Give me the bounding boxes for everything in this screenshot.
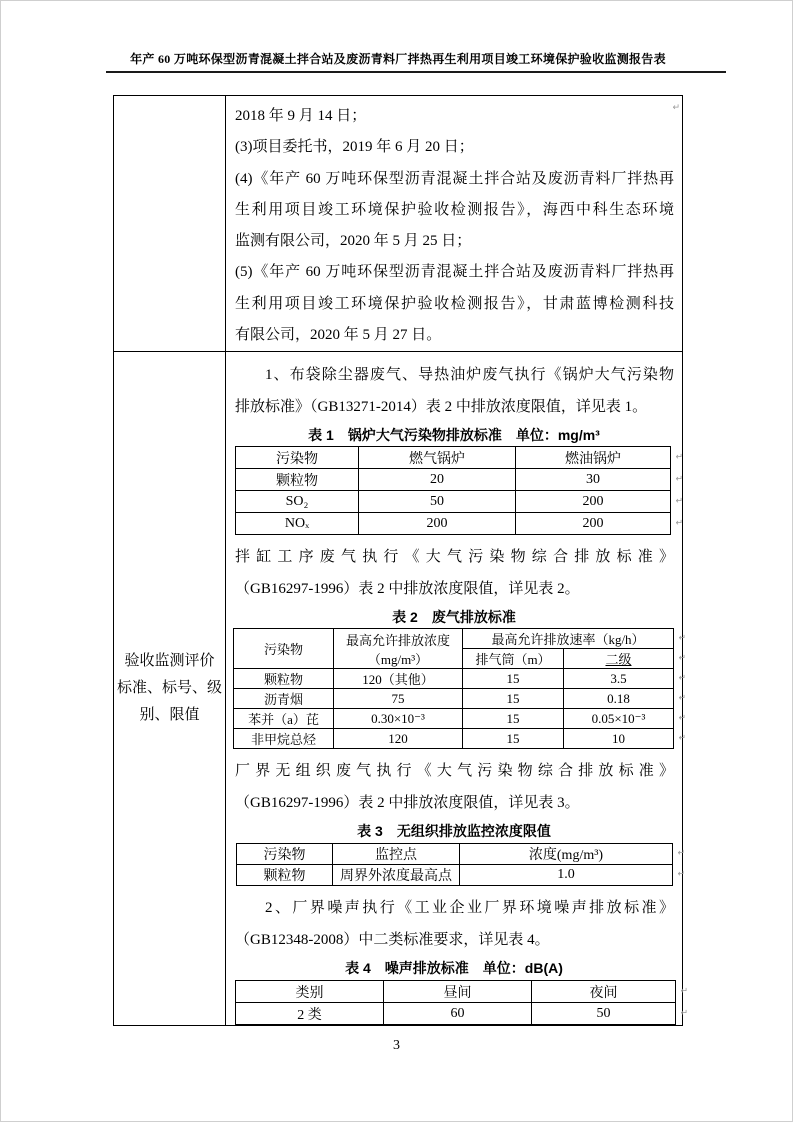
standards-paragraph-2 xyxy=(235,541,674,605)
table3-caption: 表 3 无组织排放监控浓度限值 xyxy=(357,823,551,839)
table-header-cell: 污染物 xyxy=(237,844,333,865)
cell-value: 浓度(mg/m³) xyxy=(528,848,604,863)
cell-value: 最高允许排放速率（kg/h） xyxy=(491,632,645,647)
table-cell: 15 xyxy=(463,689,564,709)
cell-value: 燃油锅炉 xyxy=(565,451,621,467)
table4-caption: 表 4 噪声排放标准 单位：dB(A) xyxy=(345,960,563,976)
table-cell: 周界外浓度最高点 xyxy=(333,865,460,886)
table-row xyxy=(234,669,674,689)
table-cell xyxy=(532,1003,688,1025)
row1-content-cell xyxy=(226,96,682,352)
table1 xyxy=(235,446,683,535)
paragraph-line: 排放标准》（GB13271-2014）表 2 中排放浓度限值，详见表 1。 xyxy=(235,399,648,415)
cell-value: 夜间 xyxy=(589,985,618,1001)
main-table xyxy=(113,95,688,1026)
table-cell: SO₂ xyxy=(236,491,359,513)
end-of-cell-mark-icon: ↵ xyxy=(675,474,683,484)
end-of-cell-mark-icon: ↵ xyxy=(677,848,685,859)
table-cell: 75 xyxy=(334,689,463,709)
cell-value: 30 xyxy=(586,471,600,487)
table-header-cell: 昼间 xyxy=(384,981,532,1003)
table-header-cell xyxy=(463,629,686,649)
reference-line: 监测有限公司，2020 年 5 月 25 日； xyxy=(235,233,472,250)
table1-caption: 表 1 锅炉大气污染物排放标准 单位：mg/m³ xyxy=(308,427,600,443)
table-cell: 2 类 xyxy=(236,1003,384,1025)
standards-paragraph-1 xyxy=(235,359,674,423)
table-row xyxy=(234,629,674,649)
table-cell: 200 xyxy=(359,513,516,535)
end-of-cell-mark-icon: ↵ xyxy=(678,713,686,723)
row1-label-cell xyxy=(114,96,226,352)
table-header-cell: 污染物 xyxy=(234,629,334,669)
table-row xyxy=(236,981,676,1003)
table-cell xyxy=(564,689,686,709)
cell-value: 3.5 xyxy=(610,670,627,686)
table-cell: 颗粒物 xyxy=(236,469,359,491)
table-header-cell xyxy=(564,649,686,669)
table2-caption: 表 2 废气排放标准 xyxy=(392,609,516,625)
cell-value: 10 xyxy=(612,730,625,746)
table-row xyxy=(236,447,671,469)
table-row xyxy=(236,1003,676,1025)
table-row xyxy=(234,729,674,749)
table-header-cell xyxy=(516,447,683,469)
cell-value: 0.05×10⁻³ xyxy=(591,710,646,726)
table-cell: 120（其他） xyxy=(334,669,463,689)
end-of-cell-mark-icon: ↵ xyxy=(680,1008,688,1018)
paragraph-line: （GB16297-1996）表 2 中排放浓度限值，详见表 2。 xyxy=(235,581,580,597)
end-of-cell-mark-icon: ↵ xyxy=(675,452,683,462)
cell-value: 200 xyxy=(582,515,604,531)
page-header-title: 年产 60 万吨环保型沥青混凝土拌合站及废沥青料厂拌热再生利用项目竣工环境保护验收监测报告表 xyxy=(130,52,666,66)
cell-value: 0.18 xyxy=(607,690,630,706)
cell-value: 50 xyxy=(596,1005,611,1021)
table3 xyxy=(236,843,685,886)
table-header-cell xyxy=(334,629,463,669)
paragraph-line: 厂界无组织废气执行《大气污染物综合排放标准》 xyxy=(235,763,674,779)
table-header-cell: 燃气锅炉 xyxy=(359,447,516,469)
table-cell: 苯并（a）芘 xyxy=(234,709,334,729)
table-cell: 50 xyxy=(359,491,516,513)
table-row xyxy=(236,513,671,535)
table-cell xyxy=(516,513,683,535)
paragraph-line: 拌缸工序废气执行《大气污染物综合排放标准》 xyxy=(235,549,674,565)
end-of-cell-mark-icon: ↵ xyxy=(675,518,683,528)
table-cell: 0.30×10⁻³ xyxy=(334,709,463,729)
paragraph-line: （GB16297-1996）表 2 中排放浓度限值，详见表 3。 xyxy=(235,795,580,811)
page-number: 3 xyxy=(393,1038,400,1053)
cell-value: 1.0 xyxy=(557,867,575,882)
table-cell: 120 xyxy=(334,729,463,749)
table-cell: 20 xyxy=(359,469,516,491)
table-header-cell: 排气筒（m） xyxy=(463,649,564,669)
table2 xyxy=(233,628,686,749)
table-cell xyxy=(564,669,686,689)
reference-line: 生利用项目竣工环境保护验收检测报告》，海西中科生态环境 xyxy=(235,201,674,218)
cell-value: 200 xyxy=(582,493,604,509)
end-of-cell-mark-icon: ↵ xyxy=(678,633,686,643)
table-cell: 沥青烟 xyxy=(234,689,334,709)
table-cell: NOₓ xyxy=(236,513,359,535)
paragraph-line: 1、布袋除尘器废气、导热油炉废气执行《锅炉大气污染物 xyxy=(265,367,674,383)
row2-label-cell xyxy=(114,352,226,1025)
cell-value: 二级 xyxy=(605,652,632,667)
end-of-cell-mark-icon: ↵ xyxy=(677,869,685,880)
end-of-cell-mark-icon: ↵ xyxy=(675,496,683,506)
table-cell: 15 xyxy=(463,709,564,729)
table-header-cell: 类别 xyxy=(236,981,384,1003)
end-of-cell-mark-icon: ↵ xyxy=(680,986,688,996)
table-header-cell xyxy=(532,981,688,1003)
table-cell xyxy=(516,491,683,513)
header-rule xyxy=(106,71,726,73)
table-header-cell: 监控点 xyxy=(333,844,460,865)
table-cell: 非甲烷总烃 xyxy=(234,729,334,749)
table-cell: 颗粒物 xyxy=(237,865,333,886)
end-of-cell-mark-icon: ↵ xyxy=(678,693,686,703)
table-cell xyxy=(564,729,686,749)
table-cell xyxy=(460,865,685,886)
row2-label-line: 标准、标号、级 xyxy=(116,680,222,696)
table-row xyxy=(237,865,673,886)
end-of-cell-mark-icon: ↵ xyxy=(672,103,680,113)
table4 xyxy=(235,980,688,1025)
row2-label xyxy=(117,648,222,729)
table-row xyxy=(236,491,671,513)
table-cell: 15 xyxy=(463,729,564,749)
table-cell: 60 xyxy=(384,1003,532,1025)
reference-line: (3)项目委托书，2019 年 6 月 20 日； xyxy=(235,139,474,156)
standards-paragraph-3 xyxy=(235,755,674,819)
reference-line: 有限公司，2020 年 5 月 27 日。 xyxy=(235,327,442,344)
paragraph-line: （GB12348-2008）中二类标准要求，详见表 4。 xyxy=(235,932,550,948)
table-cell xyxy=(516,469,683,491)
table-row xyxy=(234,689,674,709)
table-header-cell: 污染物 xyxy=(236,447,359,469)
table-cell: 颗粒物 xyxy=(234,669,334,689)
reference-line: (5)《年产 60 万吨环保型沥青混凝土拌合站及废沥青料厂拌热再 xyxy=(235,264,674,281)
table-row xyxy=(234,709,674,729)
reference-line: (4)《年产 60 万吨环保型沥青混凝土拌合站及废沥青料厂拌热再 xyxy=(235,170,674,187)
reference-line: 生利用项目竣工环境保护验收检测报告》，甘肃蓝博检测科技 xyxy=(235,295,674,312)
reference-line: 2018 年 9 月 14 日； xyxy=(235,108,367,124)
row2-label-line: 别、限值 xyxy=(139,707,200,723)
row2-label-line: 验收监测评价 xyxy=(124,653,215,669)
table-row xyxy=(237,844,673,865)
table-cell xyxy=(564,709,686,729)
table-header-cell xyxy=(460,844,685,865)
table-row xyxy=(236,469,671,491)
standards-paragraph-4 xyxy=(235,892,674,956)
cell-value: 最高允许排放浓度 xyxy=(345,632,450,648)
end-of-cell-mark-icon: ↵ xyxy=(678,653,686,663)
end-of-cell-mark-icon: ↵ xyxy=(678,733,686,743)
end-of-cell-mark-icon: ↵ xyxy=(678,673,686,683)
table-cell: 15 xyxy=(463,669,564,689)
paragraph-line: 2、厂界噪声执行《工业企业厂界环境噪声排放标准》 xyxy=(265,900,674,916)
row2-content-cell xyxy=(226,352,688,1025)
cell-value: （mg/m³） xyxy=(367,651,429,667)
